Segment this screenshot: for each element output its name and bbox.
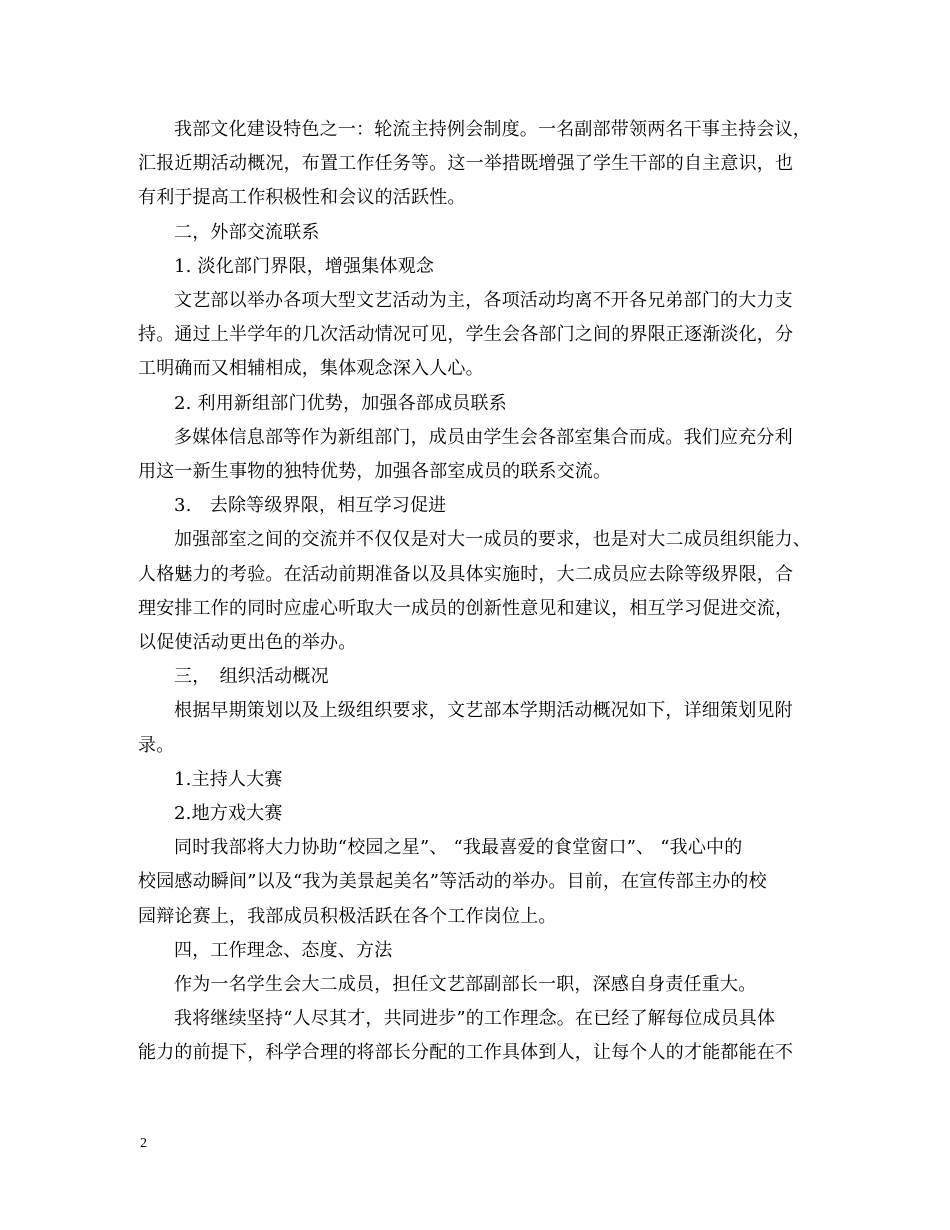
list-item-host-contest [138,763,818,797]
section-heading-work-philosophy [138,934,818,968]
paragraph-assist-activities [138,831,818,934]
text-line: 校园感动瞬间”以及“我为美景起美名”等活动的举办。目前，在宣传部主办的校 [138,871,767,893]
text-line: 2.地方戏大赛 [174,803,283,825]
text-line: 作为一名学生会大二成员，担任文艺部副部长一职，深感自身责任重大。 [174,974,757,996]
text-line: 录。 [138,734,175,756]
subheading-1 [138,250,818,284]
text-line: 以促使活动更出色的举办。 [138,632,357,654]
text-line: 1. 淡化部门界限，增强集体观念 [174,255,435,277]
text-line: 根据早期策划以及上级组织要求，文艺部本学期活动概况如下，详细策划见附 [174,700,793,722]
section-heading-external-exchange [138,216,818,250]
text-line: 人格魅力的考验。在活动前期准备以及具体实施时，大二成员应去除等级界限，合 [138,563,794,585]
page-number: 2 [140,1136,147,1151]
paragraph-meeting-system [138,113,818,216]
subheading-2 [138,387,818,421]
text-line: 三， 组织活动概况 [174,666,329,688]
text-line: 2. 利用新组部门优势，加强各部成员联系 [174,392,507,414]
text-line: 持。通过上半学年的几次活动情况可见，学生会各部门之间的界限正逐渐淡化，分 [138,324,794,346]
text-line: 理安排工作的同时应虚心听取大一成员的创新性意见和建议，相互学习促进交流， [138,597,794,619]
text-line: 二，外部交流联系 [174,221,320,243]
text-line: 多媒体信息部等作为新组部门，成员由学生会各部室集合而成。我们应充分利 [174,426,793,448]
paragraph-multimedia [138,421,818,489]
text-line: 同时我部将大力协助“校园之星”、 “我最喜爱的食堂窗口”、 “我心中的 [174,837,743,859]
paragraph-philosophy [138,1002,818,1070]
text-line: 1.主持人大赛 [174,768,283,790]
section-heading-activities [138,660,818,694]
paragraph-activity-overview [138,694,818,762]
text-line: 文艺部以举办各项大型文艺活动为主，各项活动均离不开各兄弟部门的大力支 [174,290,793,312]
text-line: 加强部室之间的交流并不仅仅是对大一成员的要求，也是对大二成员组织能力、 [174,529,811,551]
list-item-opera-contest [138,797,818,831]
text-line: 我部文化建设特色之一：轮流主持例会制度。一名副部带领两名干事主持会议， [174,119,811,140]
text-line: 汇报近期活动概况，布置工作任务等。这一举措既增强了学生干部的自主意识，也 [138,153,794,175]
document-body [138,113,818,1071]
paragraph-collective [138,284,818,387]
text-line: 四，工作理念、态度、方法 [174,939,393,961]
paragraph-responsibility [138,968,818,1002]
text-line: 3. 去除等级界限，相互学习促进 [174,495,447,517]
text-line: 园辩论赛上，我部成员积极活跃在各个工作岗位上。 [138,905,557,927]
paragraph-hierarchy [138,523,818,660]
text-line: 用这一新生事物的独特优势，加强各部室成员的联系交流。 [138,461,612,483]
text-line: 有利于提高工作积极性和会议的活跃性。 [138,187,466,209]
subheading-3 [138,489,818,523]
text-line: 我将继续坚持“人尽其才，共同进步”的工作理念。在已经了解每位成员具体 [174,1008,776,1030]
text-line: 工明确而又相辅相成，集体观念深入人心。 [138,358,484,380]
text-line: 能力的前提下，科学合理的将部长分配的工作具体到人，让每个人的才能都能在不 [138,1042,794,1064]
